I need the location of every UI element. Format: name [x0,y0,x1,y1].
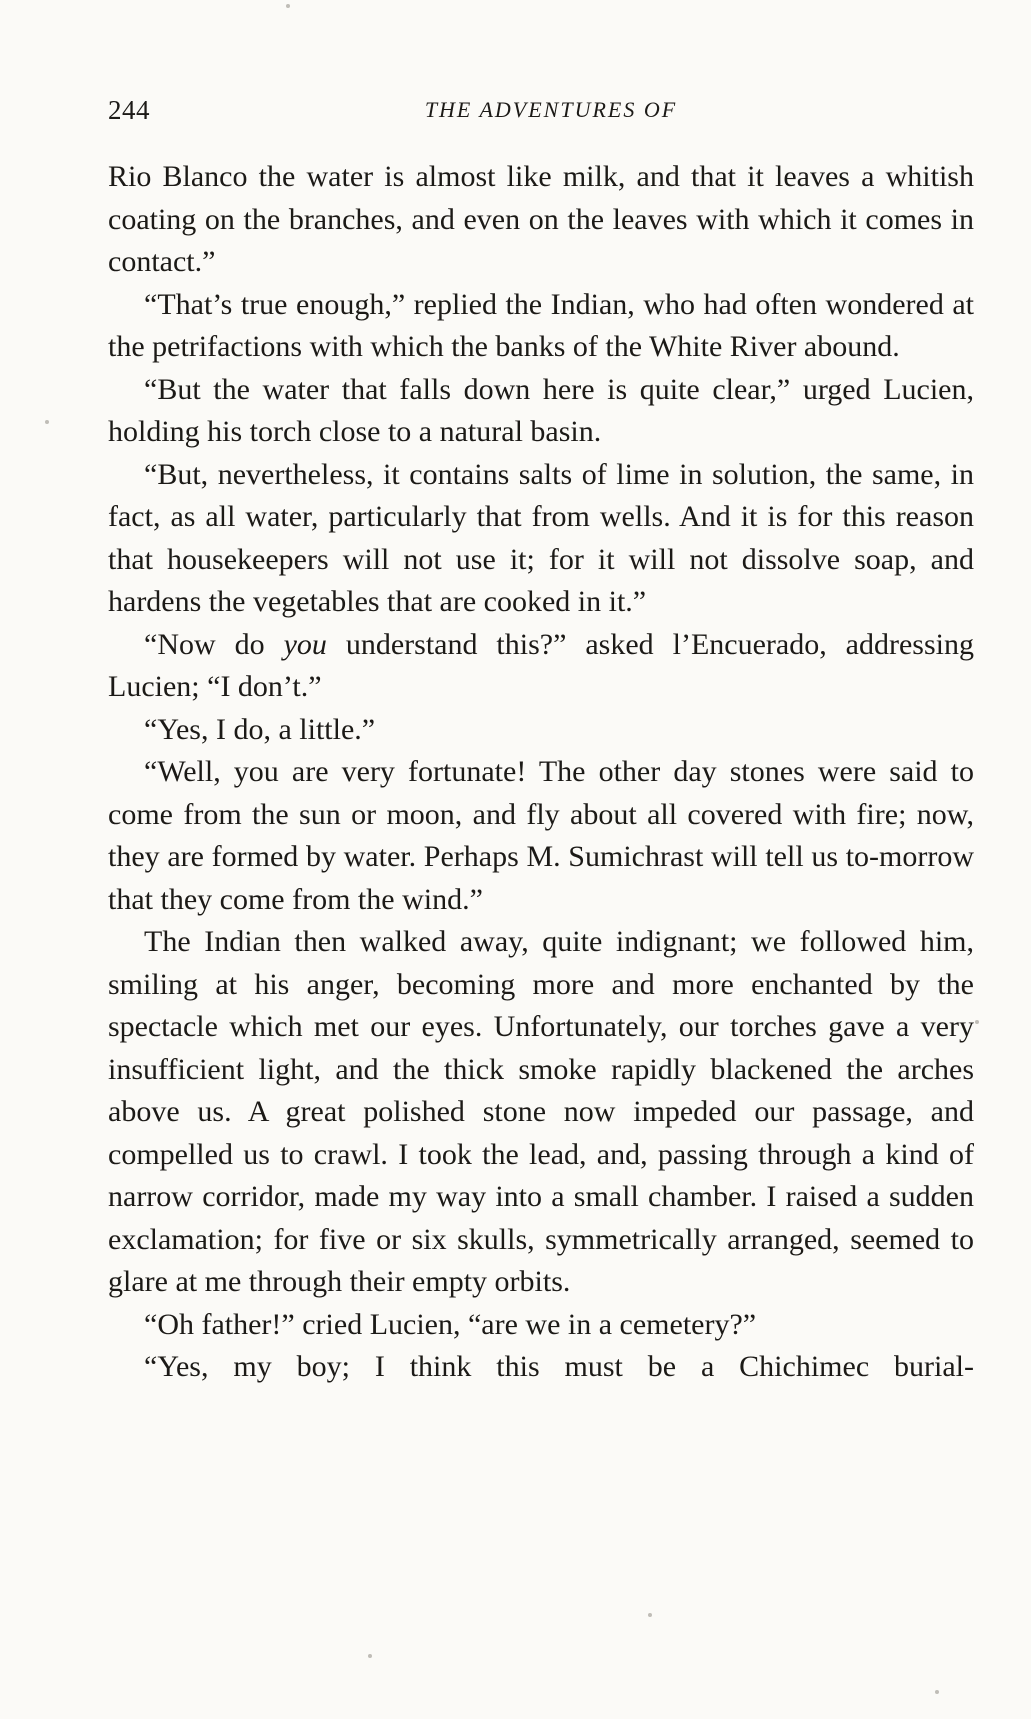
paragraph-7: “Well, you are very fortunate! The other day stones were said to come from the sun or moon, and fly about all covered with fire; now, they are formed by water. Perhaps M. Sumichrast will tell us to-morrow that they come from the wind.” [108,755,974,916]
paragraph-8: The Indian then walked away, quite indignant; we followed him, smiling at his anger, becoming more and more enchanted by the spectacle which met our eyes. Unfortunately, our torches gave a very insufficient light, and the thick smoke rapidly blackened the arches above us. A great polished stone now impeded our passage, and compelled us to crawl. I took the lead, and, passing through a kind of narrow corridor, made my way into a small chamber. I raised a sudden exclamation; for five or six skulls, symmetrically arranged, seemed to glare at me through their empty orbits. [108,925,974,1298]
paragraph-3: “But the water that falls down here is quite clear,” urged Lucien, holding his torch close to a natural basin. [108,372,974,448]
paragraph-9: “Oh father!” cried Lucien, “are we in a cemetery?” [144,1307,757,1341]
paper-speck [648,1613,652,1617]
paragraph-5 [108,624,974,709]
paper-speck [368,1654,372,1658]
body-text [108,156,974,1389]
paragraph-5-emphasis: you [283,627,327,661]
paragraph-5-after: understand this?” asked l’Encuerado, addressing Lucien; “I don’t.” [108,627,974,703]
paper-speck [45,420,49,424]
paragraph-2: “That’s true enough,” replied the Indian, who had often wondered at the petrifactions with which the banks of the White River abound. [108,287,974,363]
paragraph-6: “Yes, I do, a little.” [144,712,376,746]
page-number: 244 [108,95,150,125]
paper-speck [935,1690,939,1694]
paragraph-1: Rio Blanco the water is almost like milk, and that it leaves a whitish coating on the branches, and even on the leaves with which it comes in contact.” [108,160,974,278]
paragraph-10: “Yes, my boy; I think this must be a Chichimec burial- [144,1350,974,1383]
paragraph-4: “But, nevertheless, it contains salts of lime in solution, the same, in fact, as all water, particularly that from wells. And it is for this reason that housekeepers will not use it; for it will not dissolve soap, and hardens the vegetables that are cooked in it.” [108,457,974,618]
running-title: THE ADVENTURES OF [424,97,678,122]
paragraph-5-before: “Now do [144,627,284,661]
page-header [108,95,974,135]
paper-speck [286,4,290,8]
paper-speck [975,1020,979,1024]
